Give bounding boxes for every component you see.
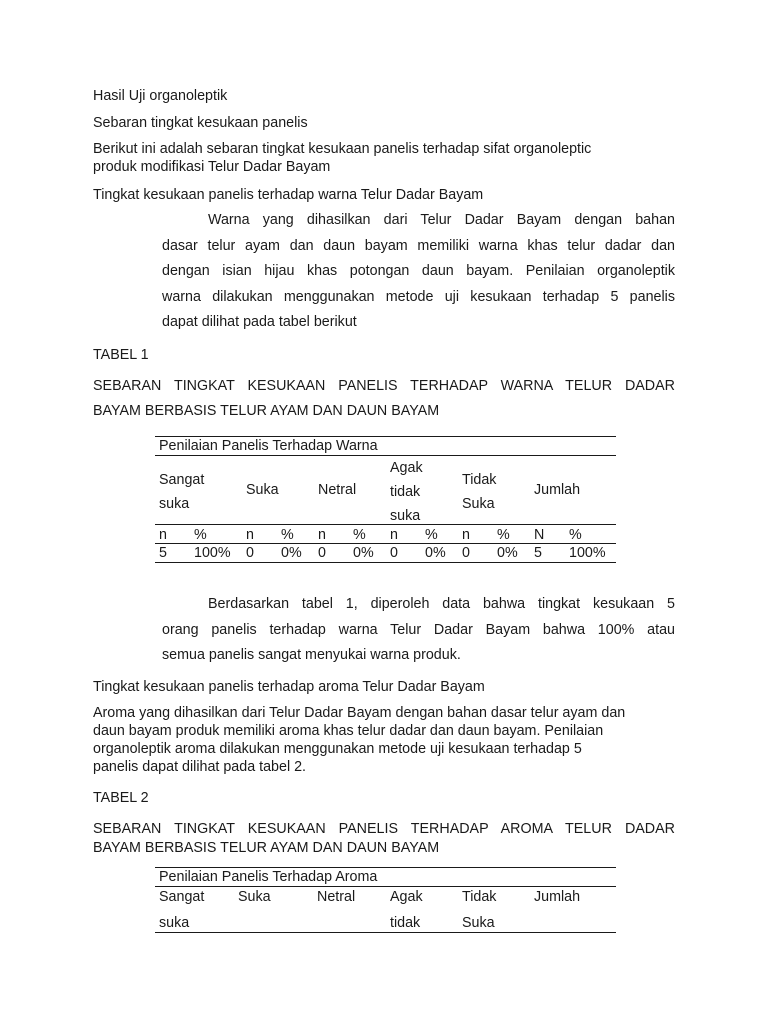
category-text: suka	[390, 508, 421, 524]
category-cell: suka	[159, 915, 190, 931]
intro-line: produk modifikasi Telur Dadar Bayam	[93, 159, 331, 175]
value-cell: 0	[318, 545, 326, 561]
category-cell: Sangat	[159, 889, 205, 905]
category-cell: Netral	[317, 889, 356, 905]
table-rule	[155, 932, 616, 933]
category-text: Agak	[390, 460, 423, 476]
table2-caption	[93, 820, 675, 858]
subheader-cell: %	[194, 527, 207, 543]
warna-line: dapat dilihat pada tabel berikut	[162, 314, 357, 330]
category-tidak-suka	[462, 468, 496, 516]
category-cell: Suka	[462, 915, 495, 931]
subheader-cell: n	[246, 527, 254, 543]
category-suka: Suka	[246, 482, 279, 498]
subheader-cell: n	[318, 527, 326, 543]
category-sangat-suka	[159, 468, 204, 516]
value-cell: 5	[159, 545, 167, 561]
table-rule	[155, 455, 616, 456]
caption-line: BAYAM BERBASIS TELUR AYAM DAN DAUN BAYAM	[93, 840, 440, 856]
result-line: orang panelis terhadap warna Telur Dadar Bayam bahwa 100% atau	[162, 621, 675, 638]
aroma-paragraph	[93, 704, 693, 776]
warna-line: dengan isian hijau khas potongan daun bayam. Penilaian organoleptik	[162, 263, 675, 279]
value-cell: 100%	[194, 545, 231, 561]
caption-line: BAYAM BERBASIS TELUR AYAM DAN DAUN BAYAM	[93, 403, 440, 419]
table1-caption	[93, 374, 675, 424]
category-text: Suka	[462, 496, 495, 512]
category-cell: Agak	[390, 889, 423, 905]
caption-line: SEBARAN TINGKAT KESUKAAN PANELIS TERHADAP AROMA TELUR DADAR	[93, 821, 675, 837]
warna-line: Warna yang dihasilkan dari Telur Dadar Bayam dengan bahan	[208, 212, 675, 228]
table2-label: TABEL 2	[93, 790, 149, 806]
result-line: semua panelis sangat menyukai warna produk.	[162, 647, 461, 663]
category-jumlah: Jumlah	[534, 482, 581, 498]
subheader-cell: N	[534, 527, 545, 543]
result-warna-paragraph	[162, 592, 675, 669]
category-text: Tidak	[462, 472, 497, 488]
value-cell: 0%	[353, 545, 374, 561]
table1	[155, 435, 616, 565]
category-text: tidak	[390, 484, 421, 500]
subheader-cell: n	[390, 527, 398, 543]
category-cell: Jumlah	[534, 889, 581, 905]
value-cell: 0%	[281, 545, 302, 561]
category-text: suka	[159, 496, 190, 512]
subheader-cell: %	[281, 527, 294, 543]
aroma-line: organoleptik aroma dilakukan menggunakan metode uji kesukaan terhadap 5	[93, 741, 582, 757]
warna-paragraph	[162, 208, 675, 336]
warna-line: dasar telur ayam dan daun bayam memiliki warna khas telur dadar dan	[162, 237, 675, 254]
value-cell: 0%	[497, 545, 518, 561]
value-cell: 0%	[425, 545, 446, 561]
table1-label: TABEL 1	[93, 347, 149, 363]
value-cell: 0	[246, 545, 254, 561]
section-aroma-title: Tingkat kesukaan panelis terhadap aroma Telur Dadar Bayam	[93, 679, 485, 695]
value-cell: 100%	[569, 545, 606, 561]
category-cell: tidak	[390, 915, 421, 931]
intro-line: Berikut ini adalah sebaran tingkat kesukaan panelis terhadap sifat organoleptic	[93, 141, 592, 157]
caption-line: SEBARAN TINGKAT KESUKAAN PANELIS TERHADAP WARNA TELUR DADAR	[93, 378, 675, 394]
category-netral: Netral	[318, 482, 357, 498]
section-warna-title: Tingkat kesukaan panelis terhadap warna Telur Dadar Bayam	[93, 187, 484, 203]
subheader-cell: %	[497, 527, 510, 543]
warna-line: warna dilakukan menggunakan metode uji kesukaan terhadap 5 panelis	[162, 288, 675, 305]
table-rule	[155, 524, 616, 525]
table-rule	[155, 886, 616, 887]
table2-header: Penilaian Panelis Terhadap Aroma	[159, 869, 378, 885]
category-cell: Suka	[238, 889, 271, 905]
subtitle: Sebaran tingkat kesukaan panelis	[93, 115, 308, 131]
aroma-line: Aroma yang dihasilkan dari Telur Dadar Bayam dengan bahan dasar telur ayam dan	[93, 705, 626, 721]
table-rule	[155, 562, 616, 563]
page-title: Hasil Uji organoleptik	[93, 88, 228, 104]
intro-paragraph	[93, 140, 693, 176]
table1-header: Penilaian Panelis Terhadap Warna	[159, 438, 378, 454]
subheader-cell: n	[462, 527, 470, 543]
category-cell: Tidak	[462, 889, 497, 905]
aroma-line: daun bayam produk memiliki aroma khas telur dadar dan daun bayam. Penilaian	[93, 723, 604, 739]
result-line: Berdasarkan tabel 1, diperoleh data bahwa tingkat kesukaan 5	[208, 596, 675, 612]
value-cell: 5	[534, 545, 542, 561]
subheader-cell: %	[353, 527, 366, 543]
table2	[155, 866, 616, 936]
subheader-cell: %	[425, 527, 438, 543]
category-agak-tidak-suka	[390, 456, 423, 528]
subheader-cell: n	[159, 527, 167, 543]
category-text: Sangat	[159, 472, 205, 488]
subheader-cell: %	[569, 527, 582, 543]
aroma-line: panelis dapat dilihat pada tabel 2.	[93, 759, 307, 775]
value-cell: 0	[390, 545, 398, 561]
value-cell: 0	[462, 545, 470, 561]
